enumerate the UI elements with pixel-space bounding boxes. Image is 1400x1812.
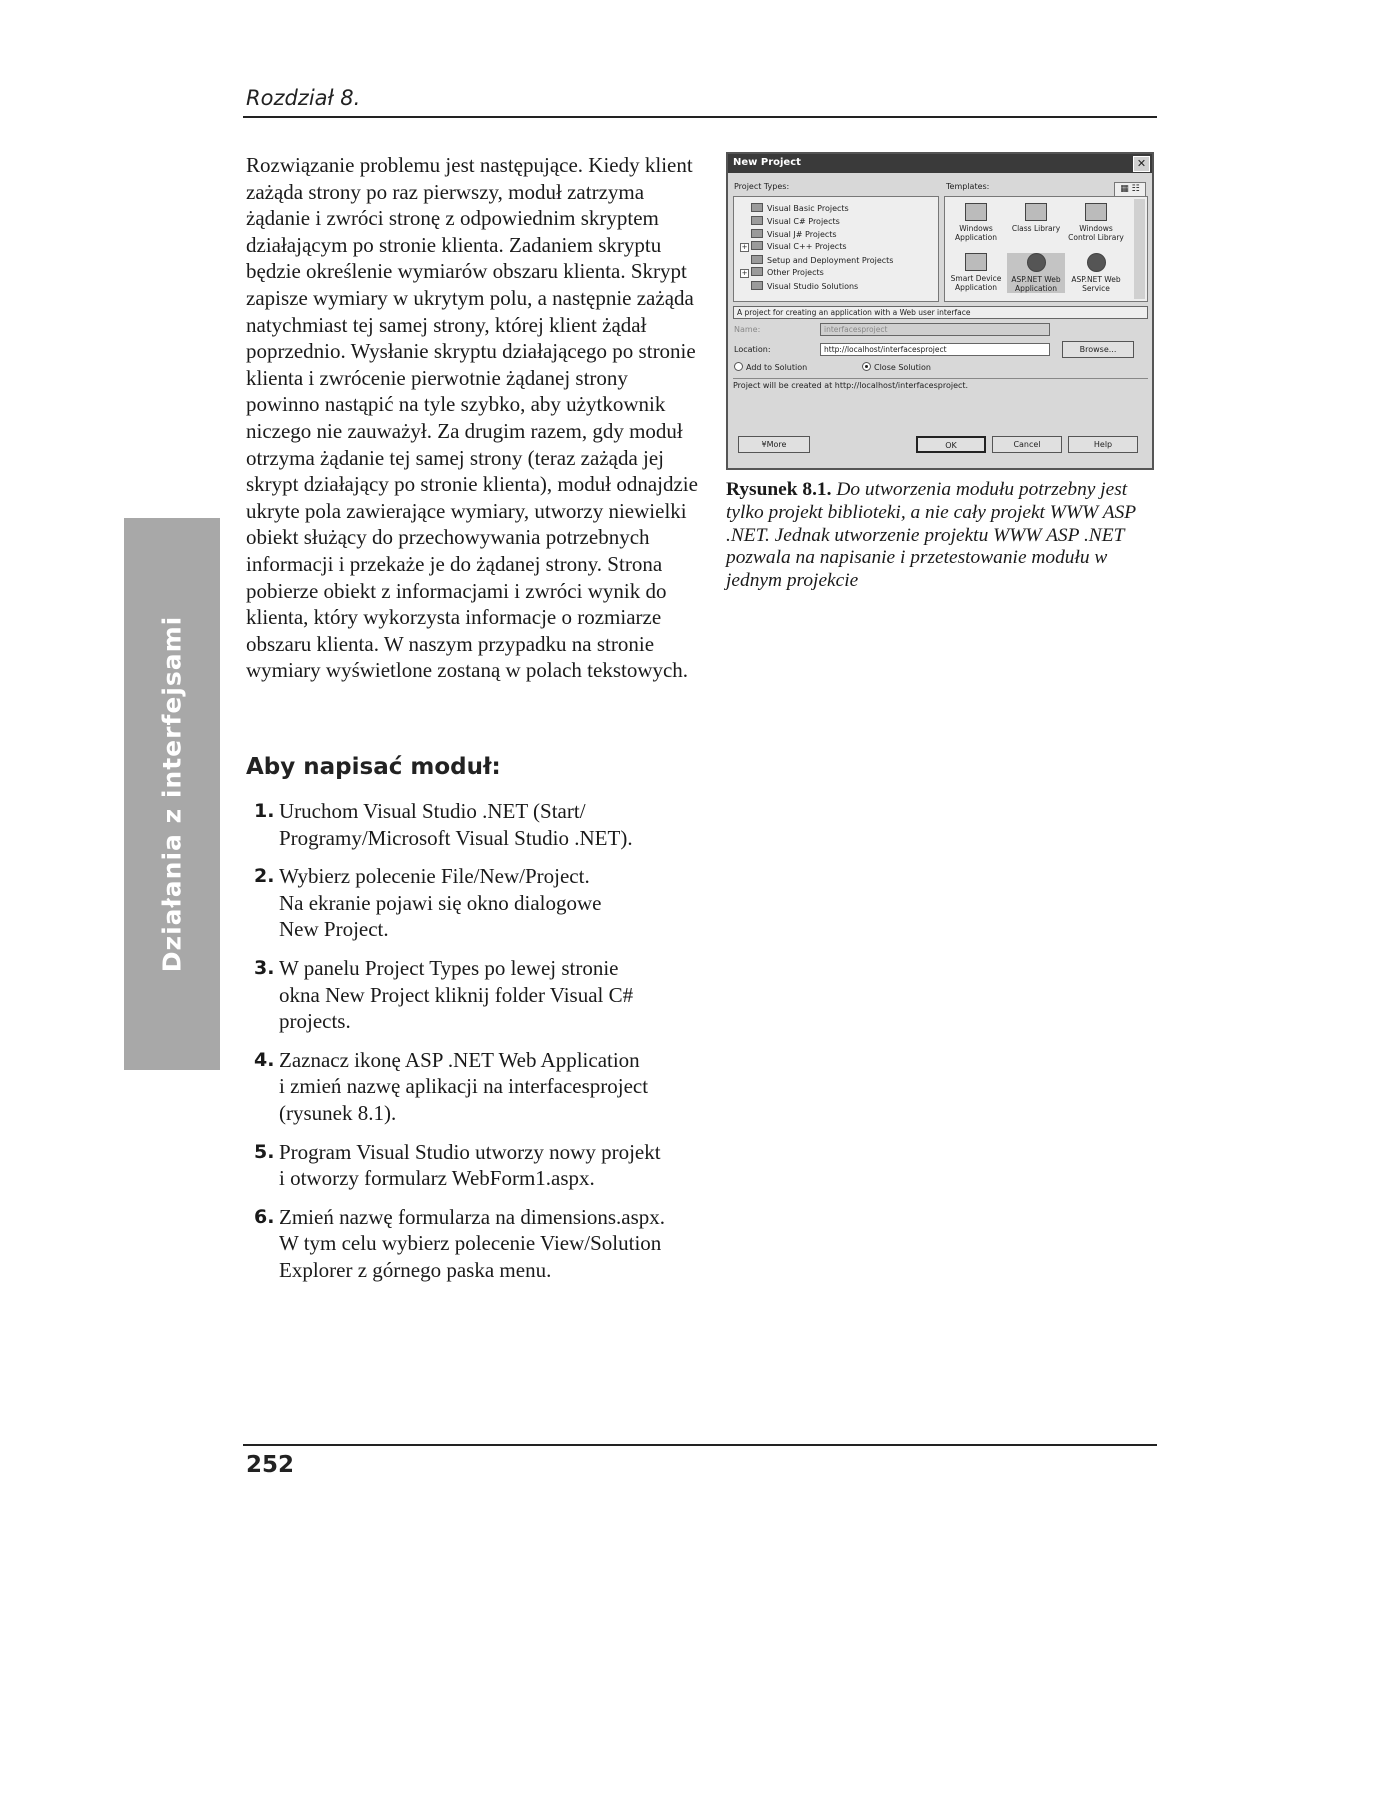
description-box: A project for creating an application with a Web user interface [733, 306, 1148, 319]
name-label: Name: [734, 325, 761, 334]
tree-item-setup[interactable] [740, 254, 893, 265]
tree-item-visual-jsharp[interactable] [740, 228, 837, 239]
template-label: Windows Application [955, 224, 997, 242]
template-label: ASP.NET Web Application [1011, 275, 1061, 293]
template-windows-control-library[interactable] [1067, 203, 1125, 242]
new-project-dialog [726, 152, 1154, 470]
tree-item-label: Visual Studio Solutions [767, 282, 859, 291]
radio-selected-icon [862, 362, 871, 371]
template-label: ASP.NET Web Service [1071, 275, 1121, 293]
templates-label: Templates: [946, 182, 990, 191]
step-list [254, 798, 700, 1296]
footer-rule [243, 1444, 1157, 1446]
template-smart-device[interactable] [947, 253, 1005, 292]
add-to-solution-label: Add to Solution [746, 363, 808, 372]
tree-item-other[interactable] [740, 267, 824, 278]
template-class-library[interactable] [1007, 203, 1065, 233]
step-number: 5. [254, 1140, 275, 1163]
templates-scrollbar[interactable] [1134, 199, 1145, 299]
dialog-title: New Project [733, 157, 801, 168]
tree-expand[interactable]: + [741, 269, 748, 277]
globe-icon [1027, 253, 1046, 272]
ok-button[interactable]: OK [916, 436, 986, 453]
step-text: W panelu Project Types po lewej stronie okna New Project kliknij folder Visual C# projects. [279, 955, 634, 1034]
folder-icon [751, 267, 763, 276]
templates-pane[interactable] [944, 196, 1148, 302]
folder-icon [751, 216, 763, 225]
page-number: 252 [246, 1452, 295, 1478]
step-text: Zaznacz ikonę ASP .NET Web Application i zmień nazwę aplikacji na interfacesproject (rysunek 8.1). [279, 1047, 649, 1125]
tree-item-label: Visual J# Projects [767, 230, 837, 239]
cancel-button[interactable]: Cancel [992, 436, 1062, 453]
browse-button[interactable]: Browse... [1062, 341, 1134, 358]
body-paragraph: Rozwiązanie problemu jest następujące. Kiedy klient zażąda strony po raz pierwszy, moduł zatrzyma żądanie i zwróci stronę z odpowiednim skryptem działającym po stronie klienta. Zadaniem skryptu będzie określenie wymiarów obszaru klienta. Skrypt zapisze wymiary w ukrytym polu, a następnie zażąda natychmiast tej samej strony, której klient żądał poprzednio. Wysłanie skryptu działającego po stronie klienta i zwrócenie pierwotnie żądanej strony powinno nastąpić na tyle szybko, aby użytkownik niczego nie zauważył. Za drugim razem, gdy moduł otrzyma żądanie tej samej strony (teraz zażąda jej skrypt działający po stronie klienta), moduł odnajdzie ukryte pola zawierające wymiary, utworzy niewielki obiekt służący do przechowywania potrzebnych informacji i przekaże je do żądanej strony. Strona pobierze obiekt z informacjami i zwróci wynik do klienta, który wykorzysta informacje o rozmiarze obszaru klienta. W naszym przypadku na stronie wymiary wyświetlone zostaną w polach tekstowych. [246, 153, 698, 683]
created-at-text: Project will be created at http://localhost/interfacesproject. [733, 378, 1148, 390]
caption-text: Do utworzenia modułu potrzebny jest tylko projekt biblioteki, a nie cały projekt WWW ASP .NET. Jednak utworzenie projektu WWW ASP .NET pozwala na napisanie i przetestowanie modułu w jednym projekcie [726, 479, 1136, 592]
globe-icon [1087, 253, 1106, 272]
tree-item-label: Visual C# Projects [767, 217, 840, 226]
device-icon [965, 253, 987, 271]
side-tab-label: Działania z interfejsami [157, 615, 187, 973]
template-aspnet-web-service[interactable] [1067, 253, 1125, 293]
template-aspnet-web-application[interactable] [1007, 253, 1065, 293]
template-label: Class Library [1011, 224, 1061, 233]
step-number: 4. [254, 1048, 275, 1071]
folder-icon [751, 203, 763, 212]
step-text: Zmień nazwę formularza na dimensions.aspx. W tym celu wybierz polecenie View/Solution Explorer z górnego paska menu. [279, 1204, 666, 1282]
folder-icon [751, 229, 763, 238]
step-item [254, 798, 700, 851]
folder-icon [751, 281, 763, 290]
tree-item-label: Visual C++ Projects [767, 242, 847, 251]
template-label: Smart Device Application [950, 274, 1002, 292]
location-label: Location: [734, 345, 771, 354]
folder-icon [751, 241, 763, 250]
folder-icon [751, 255, 763, 264]
project-types-label: Project Types: [734, 182, 790, 191]
tree-expand[interactable]: + [741, 243, 748, 251]
close-icon[interactable]: ✕ [1133, 156, 1150, 172]
close-solution-radio[interactable] [862, 362, 931, 372]
class-library-icon [1025, 203, 1047, 221]
step-item [254, 863, 700, 943]
tree-item-label: Other Projects [767, 268, 824, 277]
step-number: 6. [254, 1205, 275, 1228]
section-heading: Aby napisać moduł: [246, 754, 501, 780]
tree-item-solutions[interactable] [740, 280, 858, 291]
step-text: Wybierz polecenie File/New/Project. Na ekranie pojawi się okno dialogowe New Project. [279, 864, 602, 942]
step-item [254, 955, 700, 1035]
header-rule [243, 116, 1157, 118]
step-item [254, 1204, 700, 1284]
step-text: Program Visual Studio utworzy nowy projekt i otworzy formularz WebForm1.aspx. [279, 1139, 661, 1191]
figure-caption [726, 479, 1156, 593]
tree-item-label: Setup and Deployment Projects [767, 256, 894, 265]
side-tab [124, 518, 220, 1070]
radio-icon [734, 362, 743, 371]
tree-item-visual-csharp[interactable] [740, 215, 840, 226]
step-item [254, 1139, 700, 1192]
template-windows-application[interactable] [947, 203, 1005, 242]
control-library-icon [1085, 203, 1107, 221]
tree-item-visual-basic[interactable] [740, 202, 849, 213]
location-input[interactable]: http://localhost/interfacesproject [820, 343, 1050, 356]
running-head: Rozdział 8. [246, 86, 361, 110]
project-types-pane[interactable] [733, 196, 939, 302]
close-solution-label: Close Solution [874, 363, 931, 372]
step-item [254, 1047, 700, 1127]
template-label: Windows Control Library [1068, 224, 1124, 242]
step-text: Uruchom Visual Studio .NET (Start/ Programy/Microsoft Visual Studio .NET). [279, 799, 633, 850]
add-to-solution-radio[interactable] [734, 362, 807, 372]
tree-item-visual-cpp[interactable] [740, 241, 847, 252]
name-input[interactable]: interfacesproject [820, 323, 1050, 336]
step-number: 1. [254, 800, 275, 822]
step-number: 2. [254, 865, 275, 888]
form-icon [965, 203, 987, 221]
tree-item-label: Visual Basic Projects [767, 204, 849, 213]
caption-label: Rysunek 8.1. [726, 479, 832, 500]
more-button[interactable]: ¥More [738, 436, 810, 453]
view-toggle-icon[interactable]: ▦ ☷ [1114, 182, 1146, 198]
dialog-titlebar [728, 154, 1152, 173]
help-button[interactable]: Help [1068, 436, 1138, 453]
step-number: 3. [254, 956, 275, 979]
